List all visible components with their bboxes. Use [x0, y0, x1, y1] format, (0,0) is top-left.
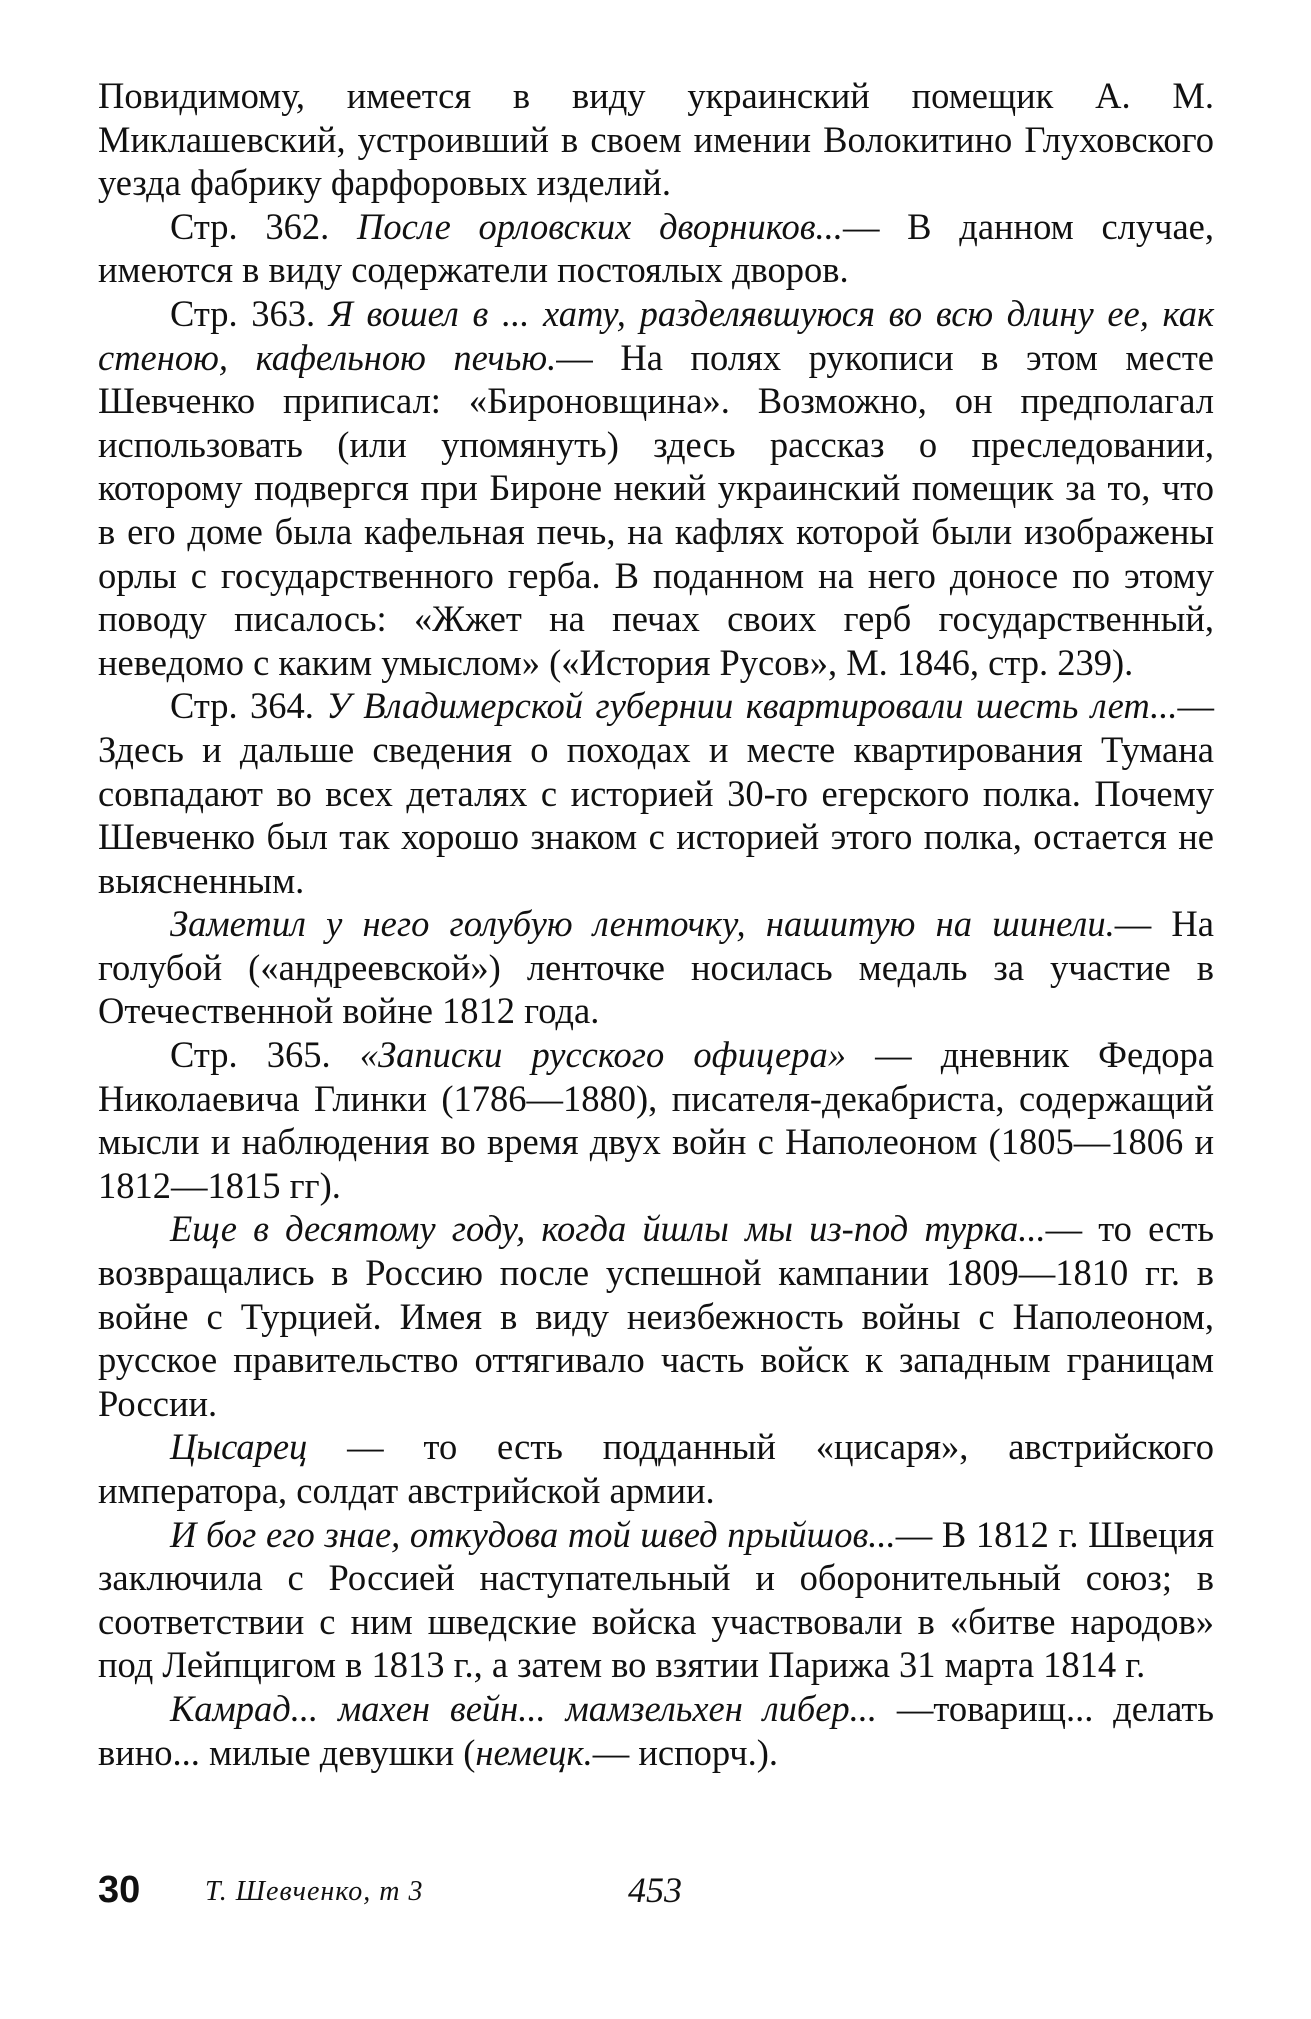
note-ribbon: [98, 902, 1214, 1033]
quoted-phrase: И бог его знае, откудова той швед прыйшов...: [170, 1513, 896, 1555]
language-note: немецк.: [475, 1731, 593, 1773]
page-reference: Стр. 362.: [170, 205, 330, 247]
paragraph-intro: [98, 74, 1214, 205]
commentary-text: — В данном случае, имеются в виду содержатели постоялых дворов.: [98, 205, 1215, 291]
quoted-phrase: Камрад... махен вейн... мамзельхен либер...: [170, 1687, 878, 1729]
commentary-text: — В 1812 г. Швеция заключила с Россией наступательный и оборонительный союз; в соответствии с ним шведские войска участвовали в «битве народов» под Лейпцигом в 1813 г., а затем во взятии Парижа 31 марта 1814 г.: [98, 1513, 1214, 1686]
note-kamrad: [98, 1687, 1214, 1774]
note-tsysarets: [98, 1425, 1214, 1512]
commentary-text: — то есть подданный «цисаря», австрийского императора, солдат австрийской армии.: [98, 1426, 1214, 1511]
page-reference: Стр. 364.: [170, 685, 314, 727]
commentary-text-end: — испорч.).: [592, 1731, 778, 1773]
quoted-phrase: Заметил у него голубую ленточку, нашитую на шинели.: [170, 903, 1115, 945]
quoted-phrase: У Владимерской губернии квартировали шесть лет...: [326, 685, 1178, 727]
note-p363: [98, 292, 1214, 684]
note-p364: [98, 684, 1214, 902]
signature-text: Т. Шевченко, т 3: [205, 1876, 424, 1907]
quoted-phrase: После орловских дворников...: [356, 205, 843, 247]
quoted-phrase: Я вошел в ... хату, разделявшуюся во всю длину ее, как стеною, кафельною печью.: [98, 292, 1215, 378]
commentary-text: — то есть возвращались в Россию после успешной кампании 1809—1810 гг. в войне с Турцией. Имея в виду неизбежность войны с Наполеоном, русское правительство оттягивало часть войск к западным границам России.: [98, 1208, 1214, 1424]
quoted-phrase: «Записки русского офицера»: [359, 1034, 846, 1076]
paragraph-text: Повидимому, имеется в виду украинский помещик А. М. Миклашевский, устроивший в своем имении Волокитино Глуховского уезда фабрику фарфоровых изделий.: [98, 75, 1214, 204]
page-reference: Стр. 363.: [170, 292, 316, 334]
commentary-text: —товарищ... делать вино... милые девушки (: [98, 1687, 1214, 1773]
page-body: [98, 74, 1214, 1774]
commentary-text: — На полях рукописи в этом месте Шевченко приписал: «Бироновщина». Возможно, он предполагал использовать (или упомянуть) здесь рассказ о преследовании, которому подвергся при Бироне некий украинский помещик за то, что в его доме была кафельная печь, на кафлях которой были изображены орлы с государственного герба. В поданном на него доносе по этому поводу писалось: «Жжет на печах своих герб государственный, неведомо с каким умыслом» («История Русов», М. 1846, стр. 239).: [98, 336, 1214, 683]
note-swede: [98, 1513, 1214, 1687]
quoted-phrase: Цысарец: [170, 1426, 308, 1468]
note-p365: [98, 1033, 1214, 1207]
commentary-text: — На голубой («андреевской») ленточке носилась медаль за участие в Отечественной войне 1812 года.: [98, 903, 1214, 1032]
quoted-phrase: Еще в десятому году, когда йшлы мы из-под турка...: [170, 1208, 1046, 1250]
note-p362: [98, 205, 1214, 292]
note-tenth-year: [98, 1207, 1214, 1425]
commentary-text: — Здесь и дальше сведения о походах и месте квартирования Тумана совпадают во всех деталях с историей 30-го егерского полка. Почему Шевченко был так хорошо знаком с историей этого полка, остается не выясненным.: [98, 685, 1214, 901]
page-footer: [98, 1868, 1214, 1918]
commentary-text: — дневник Федора Николаевича Глинки (1786—1880), писателя-декабриста, содержащий мысли и наблюдения во время двух войн с Наполеоном (1805—1806 и 1812—1815 гг).: [98, 1034, 1214, 1206]
page-number: 453: [628, 1870, 682, 1910]
signature-number: 30: [98, 1869, 141, 1911]
page-reference: Стр. 365.: [170, 1034, 331, 1076]
